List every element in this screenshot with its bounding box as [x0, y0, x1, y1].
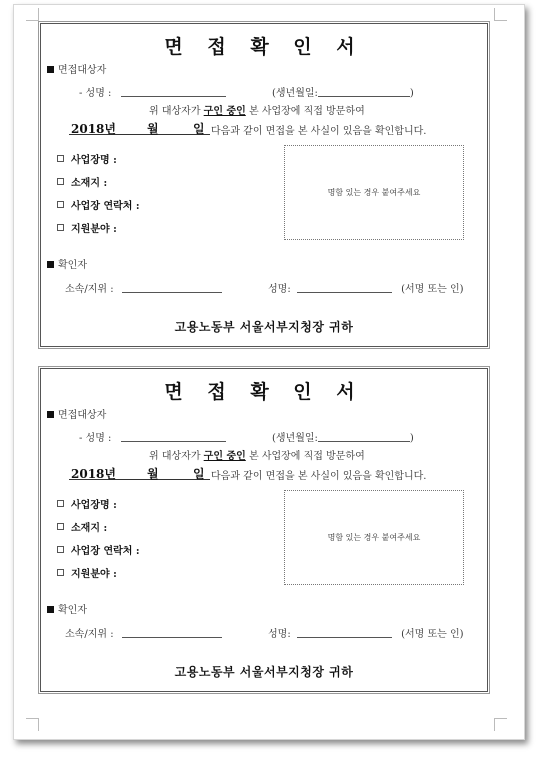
dept-label: 소속/지위 :: [65, 284, 114, 295]
birth-field[interactable]: [318, 86, 410, 97]
form-footer: 고용노동부 서울서부지청장 귀하: [174, 320, 354, 334]
black-square-icon: [47, 66, 54, 73]
date-month: 월: [147, 467, 159, 481]
item-label: 지원분야 :: [71, 569, 117, 580]
date-tail: 다음과 같이 면접을 본 사실이 있음을 확인합니다.: [211, 126, 427, 137]
business-card-hint: 명함 있는 경우 붙여주세요: [327, 188, 421, 197]
date-month: 월: [147, 122, 159, 136]
item-label: 사업장 연락처 :: [71, 201, 140, 212]
item-contact: [57, 542, 140, 557]
date-day: 일: [193, 467, 205, 481]
form-title: 면 접 확 인 서: [164, 36, 364, 58]
item-label: 소재지 :: [71, 178, 108, 189]
date-day: 일: [193, 122, 205, 136]
section-label: 확인자: [58, 260, 87, 271]
item-label: 사업장명 :: [71, 500, 117, 511]
section-label: 면접대상자: [58, 410, 107, 421]
business-card-hint: 명함 있는 경우 붙여주세요: [327, 533, 421, 542]
item-label: 지원분야 :: [71, 224, 117, 235]
sign-tail: (서명 또는 인): [401, 284, 464, 295]
hollow-square-icon: [57, 546, 64, 553]
name-field[interactable]: [121, 86, 226, 97]
item-field: [57, 565, 117, 580]
date-year: 2018년: [71, 467, 116, 481]
statement-pre: 위 대상자가: [149, 106, 201, 117]
section-confirmer: [47, 256, 87, 271]
black-square-icon: [47, 261, 54, 268]
sign-row: [268, 625, 464, 640]
item-business-name: [57, 496, 117, 511]
sign-tail: (서명 또는 인): [401, 629, 464, 640]
date-year: 2018년: [71, 122, 116, 136]
name-label: - 성명 :: [79, 433, 112, 444]
crop-mark-top-left: [26, 8, 39, 21]
interview-form-1: [40, 23, 488, 347]
sign-field[interactable]: [297, 627, 392, 638]
section-label: 확인자: [58, 605, 87, 616]
section-label: 면접대상자: [58, 65, 107, 76]
dept-row: [65, 625, 222, 640]
birth-label: (생년월일:: [272, 433, 318, 444]
name-label: - 성명 :: [79, 88, 112, 99]
hollow-square-icon: [57, 523, 64, 530]
sign-label: 성명:: [268, 284, 291, 295]
business-card-box: [284, 490, 464, 585]
item-field: [57, 220, 117, 235]
section-interviewee: [47, 61, 106, 76]
black-square-icon: [47, 411, 54, 418]
hollow-square-icon: [57, 224, 64, 231]
statement-post: 본 사업장에 직접 방문하여: [248, 451, 365, 462]
black-square-icon: [47, 606, 54, 613]
hollow-square-icon: [57, 178, 64, 185]
dept-field[interactable]: [122, 627, 222, 638]
birth-field[interactable]: [318, 431, 410, 442]
section-interviewee: [47, 406, 106, 421]
form-footer: 고용노동부 서울서부지청장 귀하: [174, 665, 354, 679]
crop-mark-top-right: [494, 8, 507, 21]
item-label: 사업장 연락처 :: [71, 546, 140, 557]
birth-close: ): [409, 88, 414, 99]
section-confirmer: [47, 601, 87, 616]
birth-close: ): [409, 433, 414, 444]
hollow-square-icon: [57, 155, 64, 162]
visit-statement: [149, 102, 365, 117]
statement-post: 본 사업장에 직접 방문하여: [248, 106, 365, 117]
statement-emphasis: 구인 중인: [203, 451, 246, 462]
interview-form-2: [40, 368, 488, 692]
dept-row: [65, 280, 222, 295]
name-row: [79, 84, 226, 99]
form-title: 면 접 확 인 서: [164, 381, 364, 403]
item-address: [57, 519, 107, 534]
item-business-name: [57, 151, 117, 166]
statement-emphasis: 구인 중인: [203, 106, 246, 117]
birth-row: [272, 84, 414, 99]
crop-mark-bottom-left: [26, 718, 39, 731]
name-row: [79, 429, 226, 444]
name-field[interactable]: [121, 431, 226, 442]
sign-field[interactable]: [297, 282, 392, 293]
item-address: [57, 174, 107, 189]
date-tail: 다음과 같이 면접을 본 사실이 있음을 확인합니다.: [211, 471, 427, 482]
birth-row: [272, 429, 414, 444]
hollow-square-icon: [57, 569, 64, 576]
statement-pre: 위 대상자가: [149, 451, 201, 462]
dept-field[interactable]: [122, 282, 222, 293]
hollow-square-icon: [57, 201, 64, 208]
item-contact: [57, 197, 140, 212]
sign-label: 성명:: [268, 629, 291, 640]
dept-label: 소속/지위 :: [65, 629, 114, 640]
crop-mark-bottom-right: [494, 718, 507, 731]
visit-statement: [149, 447, 365, 462]
sign-row: [268, 280, 464, 295]
item-label: 소재지 :: [71, 523, 108, 534]
hollow-square-icon: [57, 500, 64, 507]
business-card-box: [284, 145, 464, 240]
item-label: 사업장명 :: [71, 155, 117, 166]
birth-label: (생년월일:: [272, 88, 318, 99]
